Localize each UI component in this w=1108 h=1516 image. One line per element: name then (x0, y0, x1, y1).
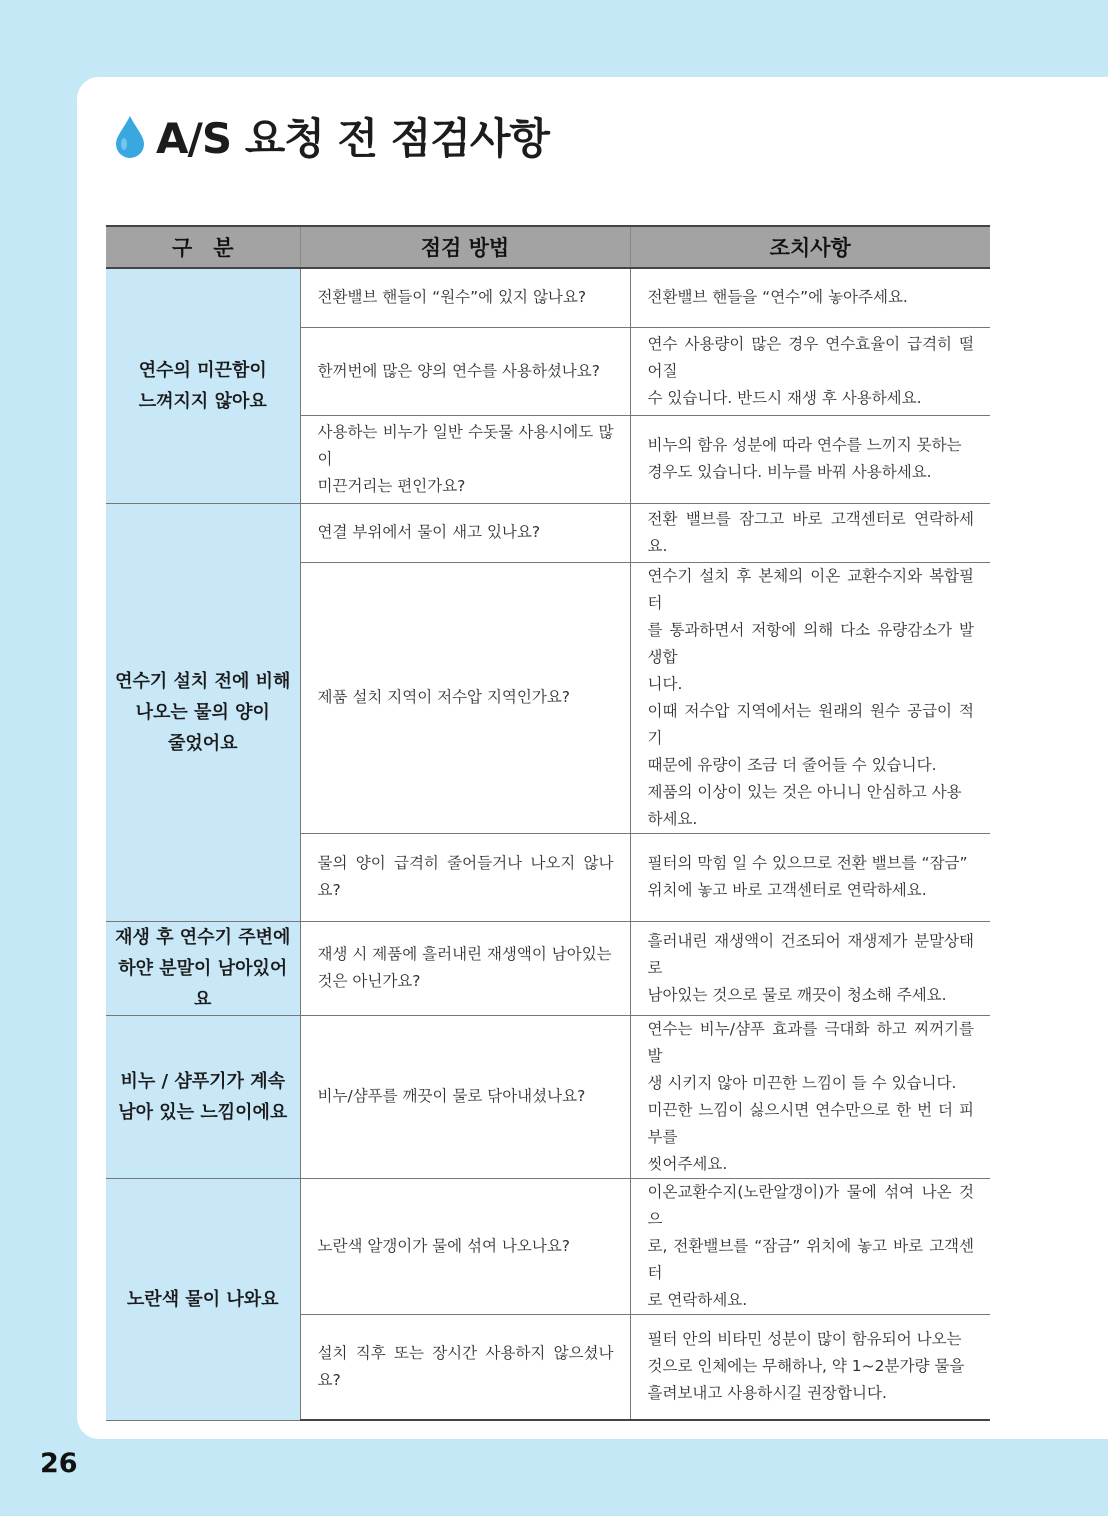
action-line: 흘러내린 재생액이 건조되어 재생제가 분말상태로 (647, 931, 974, 977)
category-line: 노란색 물이 나와요 (126, 1288, 279, 1310)
check-cell (300, 415, 630, 503)
check-cell (300, 268, 630, 327)
check-line: 설치 직후 또는 장시간 사용하지 않으셨나요? (317, 1343, 614, 1389)
check-line: 미끈거리는 편인가요? (317, 476, 466, 495)
category-line: 연수기 설치 전에 비해 (115, 670, 291, 692)
table-row (106, 921, 990, 1015)
action-line: 이때 저수압 지역에서는 원래의 원수 공급이 적기 (647, 701, 974, 747)
category-line: 비누 / 샴푸기가 계속 (120, 1070, 285, 1092)
check-line: 재생 시 제품에 흘러내린 재생액이 남아있는 (317, 945, 612, 963)
check-cell (300, 1178, 630, 1314)
action-line: 경우도 있습니다. 비누를 바꿔 사용하세요. (647, 463, 932, 481)
action-line: 전환 밸브를 잠그고 바로 고객센터로 연락하세요. (647, 509, 974, 555)
check-cell (300, 503, 630, 562)
page-heading (112, 106, 549, 166)
action-cell (630, 268, 990, 327)
action-line: 씻어주세요. (647, 1154, 728, 1173)
check-line: 전환밸브 핸들이 “원수”에 있지 않나요? (317, 288, 587, 307)
action-line: 필터의 막힘 일 수 있으므로 전환 밸브를 “잠금” (647, 854, 968, 872)
action-line: 비누의 함유 성분에 따라 연수를 느끼지 못하는 (647, 436, 962, 454)
category-line: 하얀 분말이 남아있어요 (118, 957, 288, 1010)
check-line: 것은 아닌가요? (317, 972, 421, 990)
action-line: 생 시키지 않아 미끈한 느낌이 들 수 있습니다. (647, 1073, 957, 1092)
action-line: 이온교환수지(노란알갱이)가 물에 섞여 나온 것으 (647, 1182, 974, 1228)
action-line: 전환밸브 핸들을 “연수”에 놓아주세요. (647, 288, 908, 307)
action-line: 를 통과하면서 저항에 의해 다소 유량감소가 발생합 (647, 620, 974, 666)
check-line: 비누/샴푸를 깨끗이 물로 닦아내셨나요? (317, 1087, 586, 1105)
check-line: 한꺼번에 많은 양의 연수를 사용하셨나요? (317, 361, 600, 380)
check-cell (300, 562, 630, 833)
check-line: 연결 부위에서 물이 새고 있나요? (317, 523, 541, 541)
category-cell (106, 1015, 300, 1178)
check-line: 사용하는 비누가 일반 수돗물 사용시에도 많이 (317, 422, 614, 468)
page-number: 26 (40, 1448, 78, 1479)
action-line: 니다. (647, 674, 683, 693)
action-line: 연수기 설치 후 본체의 이온 교환수지와 복합필터 (647, 566, 974, 612)
action-cell (630, 833, 990, 921)
header-action: 조치사항 (630, 226, 990, 268)
category-line: 재생 후 연수기 주변에 (115, 926, 291, 948)
page-title: A/S 요청 전 점검사항 (156, 114, 549, 163)
action-cell (630, 1314, 990, 1420)
action-line: 것으로 인체에는 무해하나, 약 1~2분가량 물을 (647, 1357, 965, 1376)
action-cell (630, 415, 990, 503)
category-cell (106, 503, 300, 921)
action-cell (630, 921, 990, 1015)
category-cell (106, 1178, 300, 1420)
action-line: 연수 사용량이 많은 경우 연수효율이 급격히 떨어질 (647, 334, 974, 380)
action-line: 수 있습니다. 반드시 재생 후 사용하세요. (647, 388, 922, 407)
category-cell (106, 921, 300, 1015)
category-cell (106, 268, 300, 503)
table-row (106, 1015, 990, 1178)
action-line: 제품의 이상이 있는 것은 아니니 안심하고 사용 (647, 782, 962, 801)
water-drop-icon (112, 112, 148, 160)
table-header-row (106, 226, 990, 268)
check-line: 물의 양이 급격히 줄어들거나 나오지 않나요? (317, 854, 614, 899)
category-line: 줄었어요 (167, 732, 238, 754)
table-row (106, 1178, 990, 1314)
category-line: 나오는 물의 양이 (135, 701, 270, 723)
action-cell (630, 503, 990, 562)
action-line: 남아있는 것으로 물로 깨끗이 청소해 주세요. (647, 985, 947, 1004)
check-cell (300, 1314, 630, 1420)
action-line: 흘려보내고 사용하시길 권장합니다. (647, 1384, 887, 1403)
action-cell (630, 1178, 990, 1314)
action-line: 위치에 놓고 바로 고객센터로 연락하세요. (647, 881, 927, 899)
table-row (106, 268, 990, 327)
check-cell (300, 921, 630, 1015)
check-cell (300, 1015, 630, 1178)
header-category: 구 분 (106, 226, 300, 268)
check-line: 노란색 알갱이가 물에 섞여 나오나요? (317, 1236, 571, 1255)
checklist-table (106, 225, 990, 1421)
action-line: 하세요. (647, 809, 698, 828)
action-cell (630, 327, 990, 415)
table-row (106, 503, 990, 562)
check-cell (300, 833, 630, 921)
action-line: 로 연락하세요. (647, 1290, 748, 1309)
action-cell (630, 1015, 990, 1178)
action-line: 필터 안의 비타민 성분이 많이 함유되어 나오는 (647, 1330, 962, 1349)
category-line: 남아 있는 느낌이에요 (118, 1101, 288, 1123)
category-line: 느껴지지 않아요 (138, 390, 267, 412)
action-line: 미끈한 느낌이 싫으시면 연수만으로 한 번 더 피부를 (647, 1100, 974, 1146)
action-line: 로, 전환밸브를 “잠금” 위치에 놓고 바로 고객센터 (647, 1236, 974, 1282)
action-line: 때문에 유량이 조금 더 줄어들 수 있습니다. (647, 755, 937, 774)
action-cell (630, 562, 990, 833)
action-line: 연수는 비누/샴푸 효과를 극대화 하고 찌꺼기를 발 (647, 1019, 974, 1065)
check-line: 제품 설치 지역이 저수압 지역인가요? (317, 688, 571, 706)
header-check-method: 점검 방법 (300, 226, 630, 268)
check-cell (300, 327, 630, 415)
category-line: 연수의 미끈함이 (138, 359, 267, 381)
